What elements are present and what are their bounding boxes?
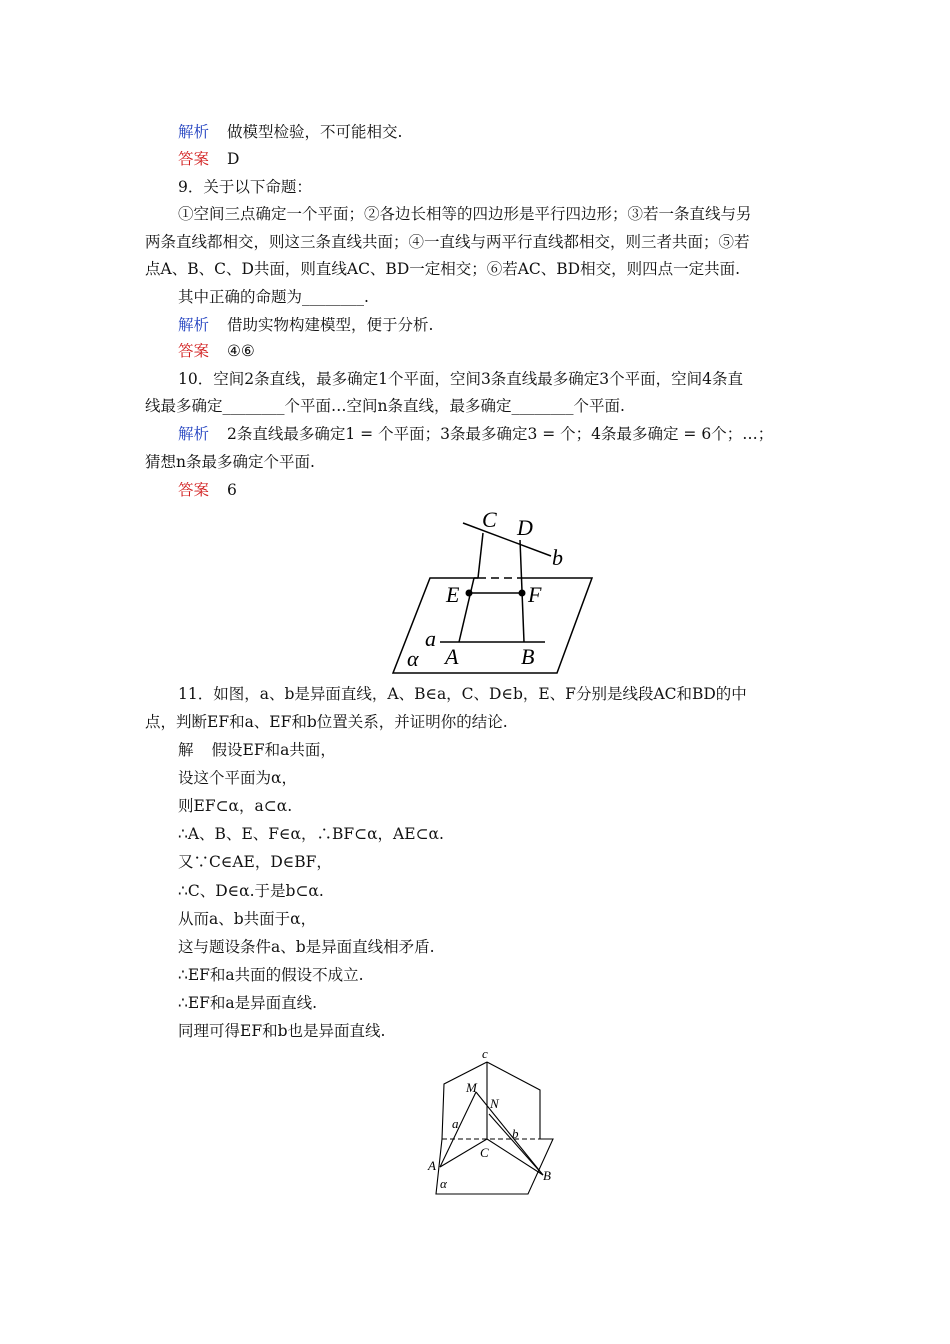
q8-answer-line [178, 149, 239, 169]
label-b-point: B [521, 644, 535, 669]
plane-left [442, 1062, 487, 1139]
line-b [463, 523, 551, 556]
segment-ac-upper [478, 533, 483, 578]
q9-answer-line [178, 341, 255, 361]
segment-cb [487, 1139, 543, 1175]
analysis-text: 2条直线最多确定1 = 个平面；3条最多确定3 = 个；4条最多确定 = 6个；…； [227, 425, 774, 443]
answer-label: 答案 [178, 150, 210, 168]
analysis-text: 做模型检验，不可能相交. [227, 123, 403, 141]
analysis-label: 解析 [178, 123, 210, 141]
solution-step: 从而a、b共面于α， [178, 910, 317, 928]
analysis-label: 解析 [178, 425, 210, 443]
label-c: C [482, 507, 497, 532]
solution-step: ∴EF和a共面的假设不成立. [178, 966, 364, 984]
q10-line1: 10．空间2条直线，最多确定1个平面，空间3条直线最多确定3个平面，空间4条直 [178, 370, 744, 388]
q9-question: 其中正确的命题为________. [178, 288, 369, 306]
q11-solution-line [178, 740, 336, 760]
solution-step: ∴C、D∈α.于是b⊂α. [178, 882, 324, 900]
q9-prop-line1: ①空间三点确定一个平面；②各边长相等的四边形是平行四边形；③若一条直线与另 [178, 205, 752, 223]
label-a-point: A [445, 644, 459, 669]
label-a-line: a [452, 1116, 459, 1131]
answer-text: 6 [227, 481, 237, 499]
point-e [466, 590, 473, 597]
q9-prop-line3: 点A、B、C、D共面，则直线AC、BD一定相交；⑥若AC、BD相交，则四点一定共面. [145, 260, 741, 278]
segment-nb [489, 1114, 543, 1175]
q11-line1: 11．如图，a、b是异面直线，A、B∈a，C、D∈b，E、F分别是线段AC和BD的中 [178, 685, 747, 703]
q11-line2: 点，判断EF和a、EF和b位置关系，并证明你的结论. [145, 713, 508, 731]
solution-step: ∴EF和a是异面直线. [178, 994, 318, 1012]
solution-step: 假设EF和a共面， [211, 741, 336, 759]
label-a: a [425, 626, 436, 651]
solution-step: 设这个平面为α， [178, 769, 297, 787]
label-b-line: b [512, 1126, 519, 1141]
figure-skew-lines-plane [385, 503, 600, 675]
q10-answer-line [178, 480, 237, 500]
solution-step: 同理可得EF和b也是异面直线. [178, 1022, 386, 1040]
answer-label: 答案 [178, 342, 210, 360]
q10-analysis-line [178, 424, 773, 444]
solution-step: 则EF⊂α，a⊂α. [178, 797, 293, 815]
analysis-label: 解析 [178, 316, 210, 334]
solution-step: 这与题设条件a、b是异面直线相矛盾. [178, 938, 435, 956]
answer-text: ④⑥ [227, 342, 255, 360]
q9-analysis-line [178, 315, 433, 335]
figure-dihedral-planes [420, 1042, 565, 1202]
q9-number: 9．关于以下命题： [178, 178, 312, 196]
segment-mb [476, 1092, 543, 1175]
q9-prop-line2: 两条直线都相交，则这三条直线共面；④一直线与两平行直线都相交，则三者共面；⑤若 [145, 233, 750, 251]
label-e: E [446, 582, 460, 607]
label-b: b [552, 545, 563, 570]
label-c-point: C [480, 1145, 489, 1160]
analysis-text: 借助实物构建模型，便于分析. [227, 316, 434, 334]
label-n: N [490, 1096, 499, 1111]
label-alpha: α [440, 1176, 447, 1191]
solution-step: ∴A、B、E、F∈α，∴BF⊂α，AE⊂α. [178, 825, 444, 843]
segment-ac-lower [459, 578, 474, 642]
q10-line2: 线最多确定________个平面…空间n条直线，最多确定________个平面. [145, 397, 625, 415]
label-alpha: α [407, 646, 419, 671]
answer-text: D [227, 150, 240, 168]
solution-label: 解 [178, 741, 194, 759]
label-f: F [528, 582, 542, 607]
label-b-point: B [543, 1168, 551, 1183]
answer-label: 答案 [178, 481, 210, 499]
label-d: D [517, 515, 533, 540]
label-a-point: A [428, 1158, 436, 1173]
point-f [519, 590, 526, 597]
q10-analysis-line2: 猜想n条最多确定个平面. [145, 453, 315, 471]
q8-analysis-line [178, 122, 402, 142]
label-c-edge: c [482, 1046, 488, 1061]
solution-step: 又∵C∈AE，D∈BF， [178, 853, 332, 871]
label-m: M [466, 1080, 477, 1095]
